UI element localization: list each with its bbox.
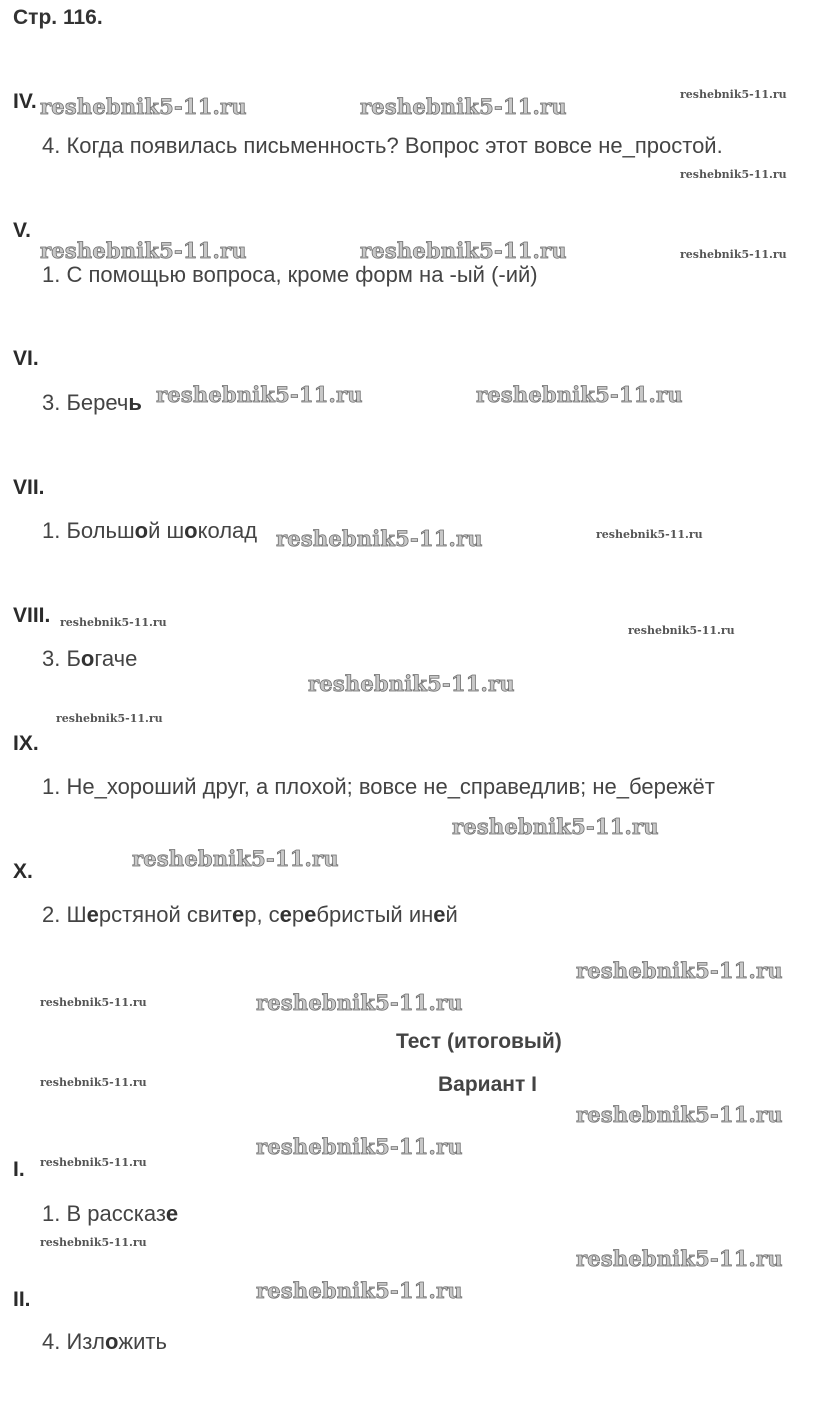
answer-vii: 1. Большой шоколад — [42, 518, 258, 543]
watermark: reshebnik5-11.ru — [132, 846, 339, 871]
answer-ix: 1. Не_хороший друг, а плохой; вовсе не_справедлив; не_бережёт — [42, 774, 715, 799]
section-label-x: X. — [13, 860, 33, 883]
section-label-vi: VI. — [13, 347, 39, 370]
watermark: reshebnik5-11.ru — [40, 996, 147, 1009]
page-title: Стр. 116. — [13, 6, 103, 29]
watermark: reshebnik5-11.ru — [360, 238, 567, 263]
section-label-i: I. — [13, 1158, 25, 1181]
watermark: reshebnik5-11.ru — [40, 1156, 147, 1169]
watermark: reshebnik5-11.ru — [256, 1278, 463, 1303]
watermark: reshebnik5-11.ru — [40, 94, 247, 119]
watermark: reshebnik5-11.ru — [40, 1076, 147, 1089]
section-label-viii: VIII. — [13, 604, 51, 627]
watermark: reshebnik5-11.ru — [452, 814, 659, 839]
watermark: reshebnik5-11.ru — [680, 168, 787, 181]
answer-vi: 3. Беречь — [42, 390, 142, 415]
section-label-v: V. — [13, 219, 31, 242]
variant-title: Вариант I — [438, 1073, 537, 1096]
watermark: reshebnik5-11.ru — [40, 238, 247, 263]
answer-i: 1. В рассказе — [42, 1201, 179, 1226]
watermark: reshebnik5-11.ru — [256, 1134, 463, 1159]
watermark: reshebnik5-11.ru — [596, 528, 703, 541]
watermark: reshebnik5-11.ru — [576, 958, 783, 983]
section-label-vii: VII. — [13, 476, 45, 499]
watermark: reshebnik5-11.ru — [576, 1246, 783, 1271]
watermark: reshebnik5-11.ru — [256, 990, 463, 1015]
watermark: reshebnik5-11.ru — [680, 248, 787, 261]
section-label-ii: II. — [13, 1288, 31, 1311]
section-label-ix: IX. — [13, 732, 39, 755]
watermark: reshebnik5-11.ru — [156, 382, 363, 407]
answer-x: 2. Шерстяной свитер, серебристый иней — [42, 902, 458, 927]
answer-ii: 4. Изложить — [42, 1329, 167, 1354]
watermark: reshebnik5-11.ru — [40, 1236, 147, 1249]
test-title: Тест (итоговый) — [396, 1030, 562, 1053]
watermark: reshebnik5-11.ru — [276, 526, 483, 551]
watermark: reshebnik5-11.ru — [56, 712, 163, 725]
answer-viii: 3. Богаче — [42, 646, 138, 671]
watermark: reshebnik5-11.ru — [576, 1102, 783, 1127]
watermark: reshebnik5-11.ru — [360, 94, 567, 119]
watermark: reshebnik5-11.ru — [628, 624, 735, 637]
answer-iv: 4. Когда появилась письменность? Вопрос этот вовсе не_простой. — [42, 133, 723, 158]
section-label-iv: IV. — [13, 90, 37, 113]
watermark: reshebnik5-11.ru — [60, 616, 167, 629]
answer-v: 1. С помощью вопроса, кроме форм на -ый (-ий) — [42, 262, 538, 287]
watermark: reshebnik5-11.ru — [680, 88, 787, 101]
watermark: reshebnik5-11.ru — [308, 671, 515, 696]
watermark: reshebnik5-11.ru — [476, 382, 683, 407]
